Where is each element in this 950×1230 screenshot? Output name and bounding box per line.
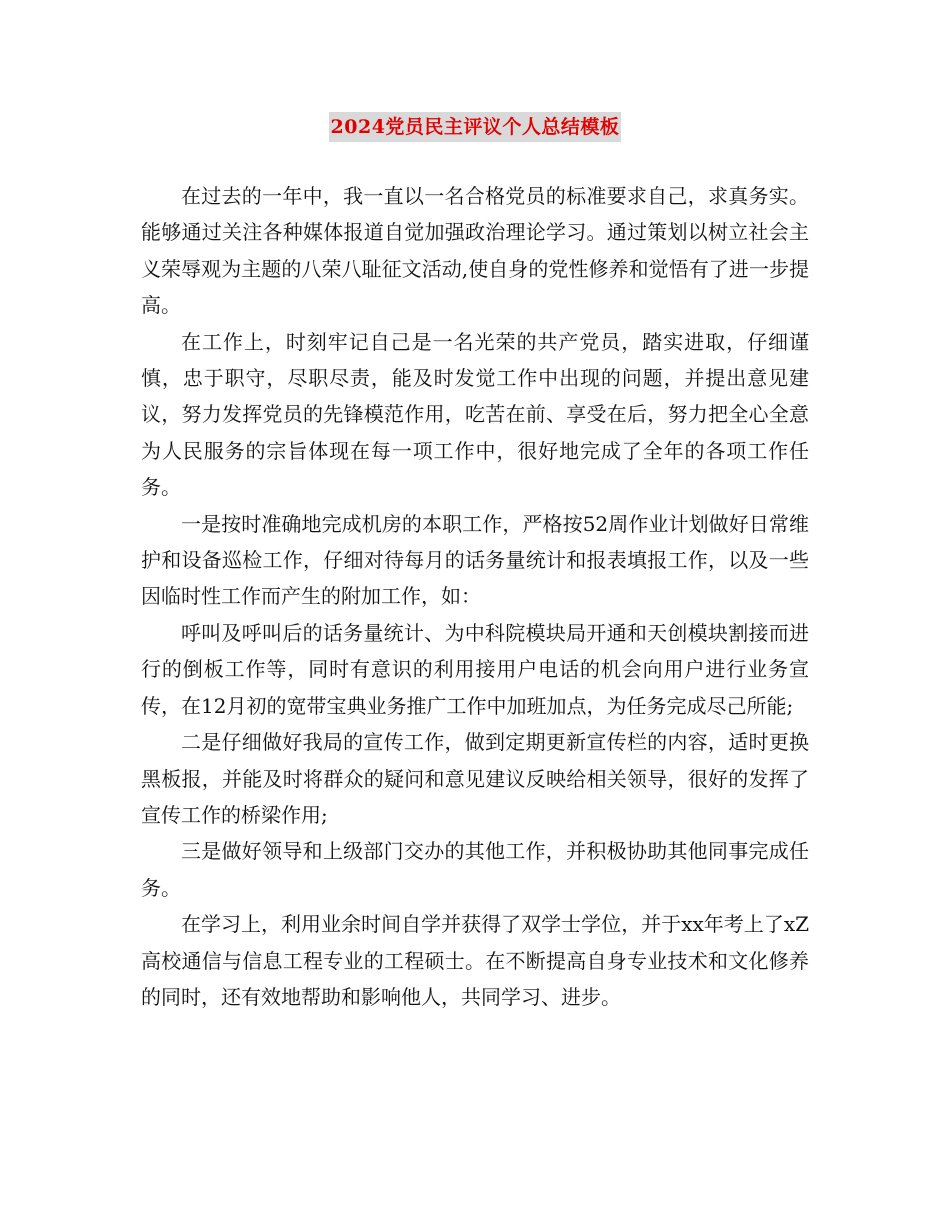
paragraph-intro: 在过去的一年中，我一直以一名合格党员的标准要求自己，求真务实。能够通过关注各种媒体报道自觉加强政治理论学习。通过策划以树立社会主义荣辱观为主题的八荣八耻征文活动,使自身的党性修养和觉悟有了进一步提高。 <box>141 184 809 318</box>
document-title: 2024党员民主评议个人总结模板 <box>329 112 622 142</box>
paragraph-point-one: 一是按时准确地完成机房的本职工作，严格按52周作业计划做好日常维护和设备巡检工作，仔细对待每月的话务量统计和报表填报工作，以及一些因临时性工作而产生的附加工作，如： <box>141 511 809 609</box>
title-container <box>0 112 950 142</box>
paragraph-point-one-continued: 呼叫及呼叫后的话务量统计、为中科院模块局开通和天创模块割接而进行的倒板工作等，同时有意识的利用接用户电话的机会向用户进行业务宣传，在12月初的宽带宝典业务推广工作中加班加点，为任务完成尽己所能; <box>141 620 809 718</box>
paragraph-study: 在学习上，利用业余时间自学并获得了双学士学位，并于xx年考上了xZ高校通信与信息工程专业的工程硕士。在不断提高自身专业技术和文化修养的同时，还有效地帮助和影响他人，共同学习、进步。 <box>141 912 809 1009</box>
paragraph-work: 在工作上，时刻牢记自己是一名光荣的共产党员，踏实进取，仔细谨慎，忠于职守，尽职尽责，能及时发觉工作中出现的问题，并提出意见建议，努力发挥党员的先锋模范作用，吃苦在前、享受在后，努力把全心全意为人民服务的宗旨体现在每一项工作中，很好地完成了全年的各项工作任务。 <box>141 329 809 500</box>
paragraph-point-two: 二是仔细做好我局的宣传工作，做到定期更新宣传栏的内容，适时更换黑板报，并能及时将群众的疑问和意见建议反映给相关领导，很好的发挥了宣传工作的桥梁作用; <box>141 730 809 827</box>
paragraph-point-three: 三是做好领导和上级部门交办的其他工作，并积极协助其他同事完成任务。 <box>141 839 809 900</box>
document-body <box>141 178 809 1015</box>
